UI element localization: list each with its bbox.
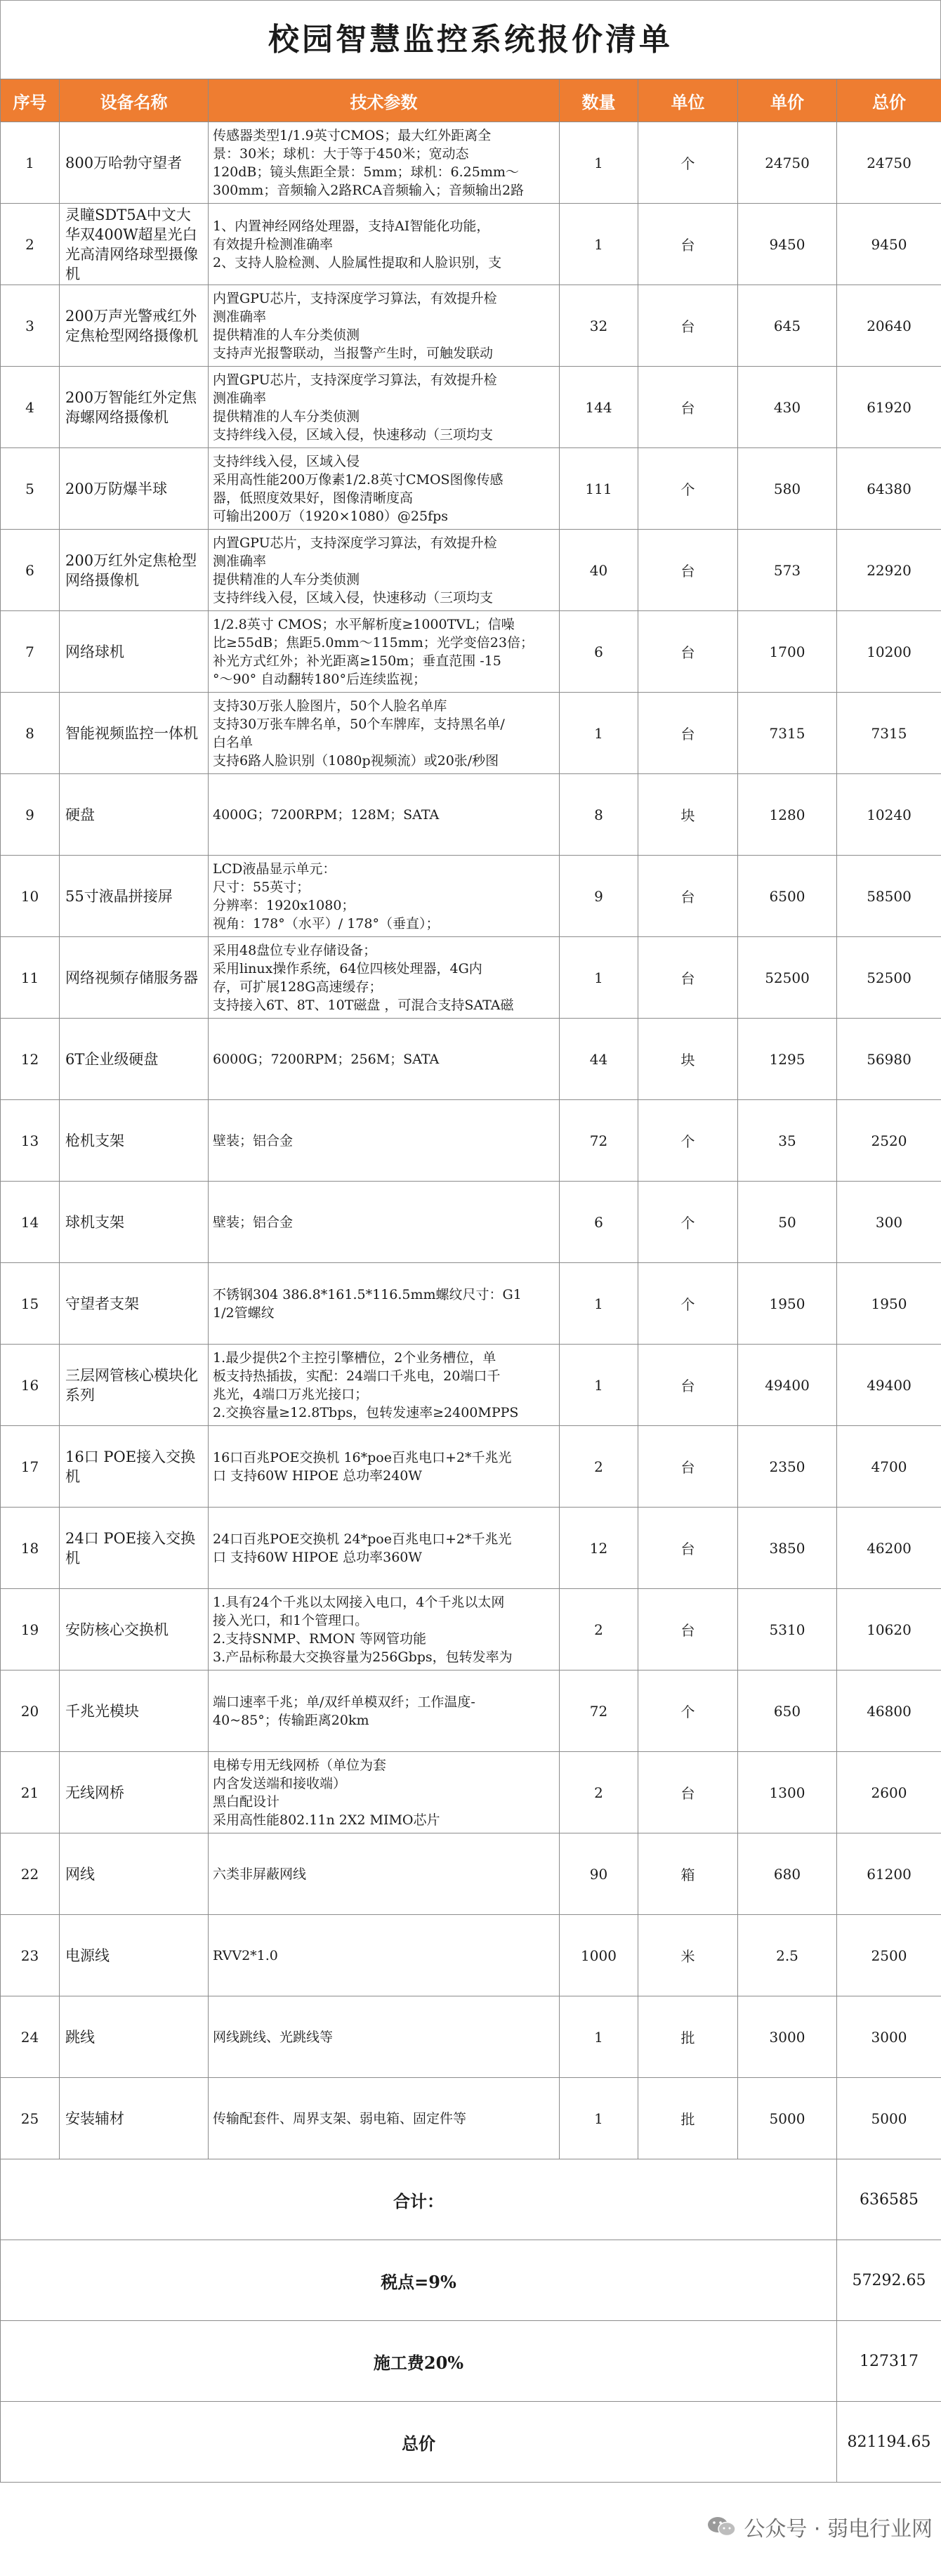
summary-row	[1, 2159, 941, 2240]
row-name: 硬盘	[60, 774, 209, 856]
summary-row	[1, 2321, 941, 2402]
row-spec	[209, 1996, 560, 2078]
table-row	[1, 448, 941, 530]
row-total: 2500	[837, 1915, 941, 1996]
spec-line: 电梯专用无线网桥（单位为套	[213, 1757, 387, 1773]
sheet-title: 校园智慧监控系统报价清单	[0, 0, 941, 79]
row-total: 300	[837, 1182, 941, 1263]
watermark-text: 公众号 · 弱电行业网	[744, 2517, 933, 2542]
row-spec	[209, 1019, 560, 1100]
row-qty: 72	[560, 1100, 638, 1182]
spec-line: 视角：178°（水平）/ 178°（垂直）；	[213, 915, 440, 931]
row-total: 22920	[837, 530, 941, 611]
row-total: 5000	[837, 2078, 941, 2159]
table-row	[1, 1182, 941, 1263]
row-unit: 批	[638, 1996, 738, 2078]
row-price: 52500	[738, 937, 837, 1019]
table-row	[1, 1345, 941, 1426]
header-index: 序号	[1, 79, 60, 122]
row-unit: 批	[638, 2078, 738, 2159]
spec-line: 黑白配设计	[213, 1793, 280, 1810]
row-unit: 台	[638, 1589, 738, 1671]
row-spec	[209, 1263, 560, 1345]
row-unit: 个	[638, 1100, 738, 1182]
spec-line: 壁装；铝合金	[213, 1214, 294, 1230]
row-price: 1280	[738, 774, 837, 856]
spec-line: 采用高性能802.11n 2X2 MIMO芯片	[213, 1812, 440, 1828]
header-price: 单价	[738, 79, 837, 122]
row-spec	[209, 1100, 560, 1182]
row-name: 200万防爆半球	[60, 448, 209, 530]
row-unit: 台	[638, 1508, 738, 1589]
spec-line: 传感器类型1/1.9英寸CMOS；最大红外距离全	[213, 127, 492, 143]
row-index: 11	[1, 937, 60, 1019]
table-row	[1, 611, 941, 693]
row-spec	[209, 1671, 560, 1752]
row-name: 枪机支架	[60, 1100, 209, 1182]
row-index: 19	[1, 1589, 60, 1671]
row-total: 4700	[837, 1426, 941, 1508]
spec-line: 存，可扩展128G高速缓存；	[213, 979, 383, 995]
row-spec	[209, 285, 560, 367]
row-price: 1300	[738, 1752, 837, 1833]
watermark	[707, 2511, 933, 2542]
row-total: 9450	[837, 204, 941, 285]
table-row	[1, 937, 941, 1019]
spec-line: 传输配套件、周界支架、弱电箱、固定件等	[213, 2110, 467, 2126]
row-price: 5000	[738, 2078, 837, 2159]
spec-line: 支持绊线入侵，区域入侵，快速移动（三项均支	[213, 426, 494, 443]
row-index: 7	[1, 611, 60, 693]
row-unit: 个	[638, 1263, 738, 1345]
row-unit: 块	[638, 1019, 738, 1100]
spec-line: 提供精准的人车分类侦测	[213, 571, 360, 587]
row-index: 23	[1, 1915, 60, 1996]
row-unit: 台	[638, 1345, 738, 1426]
spec-line: 不锈钢304 386.8*161.5*116.5mm螺纹尺寸：G1	[213, 1286, 522, 1302]
row-index: 9	[1, 774, 60, 856]
row-qty: 12	[560, 1508, 638, 1589]
spec-line: 支持绊线入侵，区域入侵	[213, 453, 360, 469]
spec-line: 4000G；7200RPM；128M；SATA	[213, 806, 440, 823]
row-total: 3000	[837, 1996, 941, 2078]
row-qty: 1	[560, 1263, 638, 1345]
row-price: 9450	[738, 204, 837, 285]
spec-line: 口 支持60W HIPOE 总功率360W	[213, 1549, 422, 1565]
row-spec	[209, 448, 560, 530]
row-qty: 6	[560, 611, 638, 693]
row-price: 49400	[738, 1345, 837, 1426]
spec-line: 有效提升检测准确率	[213, 236, 334, 252]
spec-line: 板支持热插拔，实配：24端口千兆电，20端口千	[213, 1368, 501, 1384]
table-row	[1, 285, 941, 367]
spec-line: 比≥55dB；焦距5.0mm～115mm；光学变倍23倍；	[213, 634, 534, 650]
row-unit: 台	[638, 611, 738, 693]
row-index: 13	[1, 1100, 60, 1182]
row-price: 6500	[738, 856, 837, 937]
spec-line: 16口百兆POE交换机 16*poe百兆电口+2*千兆光	[213, 1449, 512, 1465]
table-row	[1, 1589, 941, 1671]
summary-value: 636585	[837, 2159, 941, 2240]
row-price: 573	[738, 530, 837, 611]
spec-line: 内置GPU芯片，支持深度学习算法，有效提升检	[213, 535, 497, 551]
table-row	[1, 2078, 941, 2159]
spec-line: 兆光，4端口万兆光接口；	[213, 1386, 369, 1402]
row-spec	[209, 530, 560, 611]
spec-line: 40~85°；传输距离20km	[213, 1712, 369, 1728]
row-qty: 1	[560, 122, 638, 204]
row-total: 20640	[837, 285, 941, 367]
row-qty: 1	[560, 204, 638, 285]
row-unit: 箱	[638, 1833, 738, 1915]
row-price: 2350	[738, 1426, 837, 1508]
row-total: 7315	[837, 693, 941, 774]
row-price: 1295	[738, 1019, 837, 1100]
row-name: 200万红外定焦枪型网络摄像机	[60, 530, 209, 611]
row-unit: 个	[638, 122, 738, 204]
row-index: 10	[1, 856, 60, 937]
row-index: 16	[1, 1345, 60, 1426]
spec-line: 采用高性能200万像素1/2.8英寸CMOS图像传感	[213, 471, 504, 488]
row-price: 50	[738, 1182, 837, 1263]
row-unit: 台	[638, 693, 738, 774]
spec-line: 内含发送端和接收端）	[213, 1775, 347, 1791]
row-name: 守望者支架	[60, 1263, 209, 1345]
spec-line: 分辨率：1920x1080；	[213, 897, 355, 913]
row-name: 电源线	[60, 1915, 209, 1996]
row-price: 650	[738, 1671, 837, 1752]
row-name: 三层网管核心模块化系列	[60, 1345, 209, 1426]
row-qty: 8	[560, 774, 638, 856]
summary-value: 57292.65	[837, 2240, 941, 2321]
header-total: 总价	[837, 79, 941, 122]
row-price: 3850	[738, 1508, 837, 1589]
table-row	[1, 1426, 941, 1508]
spec-line: 尺寸：55英寸；	[213, 879, 310, 895]
row-index: 24	[1, 1996, 60, 2078]
row-spec	[209, 1833, 560, 1915]
row-total: 49400	[837, 1345, 941, 1426]
row-total: 46800	[837, 1671, 941, 1752]
row-name: 智能视频监控一体机	[60, 693, 209, 774]
row-index: 8	[1, 693, 60, 774]
row-spec	[209, 1345, 560, 1426]
row-name: 24口 POE接入交换机	[60, 1508, 209, 1589]
row-name: 网络视频存储服务器	[60, 937, 209, 1019]
row-total: 46200	[837, 1508, 941, 1589]
spec-line: 支持30万张人脸图片，50个人脸名单库	[213, 698, 447, 714]
row-index: 1	[1, 122, 60, 204]
spec-line: 支持接入6T、8T、10T磁盘 ，可混合支持SATA磁	[213, 997, 514, 1013]
spec-line: 内置GPU芯片，支持深度学习算法，有效提升检	[213, 372, 497, 388]
spec-line: 可输出200万（1920×1080）@25fps	[213, 508, 449, 524]
row-index: 4	[1, 367, 60, 448]
row-price: 3000	[738, 1996, 837, 2078]
row-total: 2600	[837, 1752, 941, 1833]
row-unit: 台	[638, 285, 738, 367]
row-unit: 台	[638, 937, 738, 1019]
row-index: 15	[1, 1263, 60, 1345]
row-price: 35	[738, 1100, 837, 1182]
spec-line: 景：30米；球机：大于等于450米；宽动态	[213, 145, 469, 162]
row-spec	[209, 1915, 560, 1996]
row-total: 2520	[837, 1100, 941, 1182]
row-qty: 40	[560, 530, 638, 611]
header-name: 设备名称	[60, 79, 209, 122]
spec-line: 口 支持60W HIPOE 总功率240W	[213, 1467, 422, 1484]
table-row	[1, 693, 941, 774]
row-qty: 32	[560, 285, 638, 367]
spec-line: 1、内置神经网络处理器，支持AI智能化功能，	[213, 218, 490, 234]
spec-line: 24口百兆POE交换机 24*poe百兆电口+2*千兆光	[213, 1531, 512, 1547]
row-total: 52500	[837, 937, 941, 1019]
spec-line: 测准确率	[213, 553, 267, 569]
row-index: 14	[1, 1182, 60, 1263]
row-name: 800万哈勃守望者	[60, 122, 209, 204]
row-unit: 台	[638, 1426, 738, 1508]
row-spec	[209, 856, 560, 937]
row-name: 网络球机	[60, 611, 209, 693]
spec-line: 300mm；音频输入2路RCA音频输入；音频输出2路	[213, 182, 525, 198]
row-spec	[209, 937, 560, 1019]
spec-line: LCD液晶显示单元：	[213, 861, 336, 877]
row-spec	[209, 1752, 560, 1833]
row-name: 灵瞳SDT5A中文大华双400W超星光白光高清网络球型摄像机	[60, 204, 209, 285]
row-index: 25	[1, 2078, 60, 2159]
row-qty: 1	[560, 693, 638, 774]
table-row	[1, 530, 941, 611]
row-name: 跳线	[60, 1996, 209, 2078]
spec-line: 接入光口，和1个管理口。	[213, 1612, 369, 1628]
spec-line: RVV2*1.0	[213, 1947, 278, 1963]
row-name: 网线	[60, 1833, 209, 1915]
row-spec	[209, 204, 560, 285]
row-unit: 个	[638, 448, 738, 530]
row-index: 18	[1, 1508, 60, 1589]
spec-line: 1.最少提供2个主控引擎槽位，2个业务槽位，单	[213, 1349, 496, 1366]
header-qty: 数量	[560, 79, 638, 122]
spec-line: 白名单	[213, 734, 254, 750]
row-qty: 1	[560, 2078, 638, 2159]
header-row	[1, 79, 941, 122]
table-row	[1, 1671, 941, 1752]
row-name: 200万声光警戒红外定焦枪型网络摄像机	[60, 285, 209, 367]
summary-value: 821194.65	[837, 2402, 941, 2483]
row-index: 12	[1, 1019, 60, 1100]
header-spec: 技术参数	[209, 79, 560, 122]
row-name: 球机支架	[60, 1182, 209, 1263]
row-total: 10200	[837, 611, 941, 693]
row-unit: 台	[638, 204, 738, 285]
summary-row	[1, 2240, 941, 2321]
row-price: 24750	[738, 122, 837, 204]
row-qty: 1	[560, 1996, 638, 2078]
spec-line: 支持30万张车牌名单，50个车牌库，支持黑名单/	[213, 716, 505, 732]
row-index: 22	[1, 1833, 60, 1915]
summary-label: 施工费20%	[1, 2321, 837, 2402]
row-total: 1950	[837, 1263, 941, 1345]
row-unit: 米	[638, 1915, 738, 1996]
row-price: 2.5	[738, 1915, 837, 1996]
row-total: 61920	[837, 367, 941, 448]
spec-line: 器，低照度效果好，图像清晰度高	[213, 490, 414, 506]
row-price: 5310	[738, 1589, 837, 1671]
row-price: 1700	[738, 611, 837, 693]
quote-table	[0, 79, 941, 2483]
row-price: 680	[738, 1833, 837, 1915]
row-unit: 台	[638, 856, 738, 937]
table-row	[1, 1508, 941, 1589]
table-body	[1, 122, 941, 2483]
table-row	[1, 1263, 941, 1345]
spec-line: 6000G；7200RPM；256M；SATA	[213, 1051, 440, 1067]
row-name: 55寸液晶拼接屏	[60, 856, 209, 937]
spec-line: 支持绊线入侵，区域入侵，快速移动（三项均支	[213, 589, 494, 606]
row-price: 580	[738, 448, 837, 530]
spec-line: 端口速率千兆；单/双纤单模双纤；工作温度-	[213, 1694, 475, 1710]
row-spec	[209, 122, 560, 204]
row-spec	[209, 1426, 560, 1508]
row-unit: 台	[638, 530, 738, 611]
row-name: 安装辅材	[60, 2078, 209, 2159]
row-name: 安防核心交换机	[60, 1589, 209, 1671]
spec-line: 六类非屏蔽网线	[213, 1866, 307, 1882]
table-row	[1, 367, 941, 448]
spec-line: 1.具有24个千兆以太网接入电口，4个千兆以太网	[213, 1594, 505, 1610]
spec-line: 支持6路人脸识别（1080p视频流）或20张/秒图	[213, 752, 499, 769]
row-qty: 2	[560, 1752, 638, 1833]
summary-label: 税点=9%	[1, 2240, 837, 2321]
spec-line: 提供精准的人车分类侦测	[213, 327, 360, 343]
row-index: 17	[1, 1426, 60, 1508]
row-unit: 个	[638, 1671, 738, 1752]
row-qty: 1	[560, 937, 638, 1019]
row-unit: 台	[638, 1752, 738, 1833]
row-qty: 44	[560, 1019, 638, 1100]
row-name: 16口 POE接入交换机	[60, 1426, 209, 1508]
row-qty: 90	[560, 1833, 638, 1915]
spec-line: 1/2管螺纹	[213, 1305, 275, 1321]
table-row	[1, 856, 941, 937]
row-qty: 2	[560, 1426, 638, 1508]
summary-label: 总价	[1, 2402, 837, 2483]
row-total: 10240	[837, 774, 941, 856]
table-row	[1, 1833, 941, 1915]
row-spec	[209, 1589, 560, 1671]
row-unit: 台	[638, 367, 738, 448]
table-row	[1, 1915, 941, 1996]
row-index: 3	[1, 285, 60, 367]
spec-line: 支持声光报警联动，当报警产生时，可触发联动	[213, 345, 494, 361]
table-row	[1, 204, 941, 285]
spec-line: 3.产品标称最大交换容量为256Gbps，包转发率为	[213, 1649, 513, 1665]
row-qty: 2	[560, 1589, 638, 1671]
spec-line: °～90° 自动翻转180°后连续监视；	[213, 671, 426, 687]
spec-line: 内置GPU芯片，支持深度学习算法，有效提升检	[213, 290, 497, 306]
table-row	[1, 774, 941, 856]
spec-line: 2.支持SNMP、RMON 等网管功能	[213, 1630, 427, 1647]
row-total: 24750	[837, 122, 941, 204]
table-row	[1, 1019, 941, 1100]
row-qty: 1000	[560, 1915, 638, 1996]
row-index: 21	[1, 1752, 60, 1833]
row-price: 7315	[738, 693, 837, 774]
spec-line: 壁装；铝合金	[213, 1132, 294, 1149]
row-total: 61200	[837, 1833, 941, 1915]
row-qty: 9	[560, 856, 638, 937]
row-index: 6	[1, 530, 60, 611]
row-spec	[209, 2078, 560, 2159]
row-total: 56980	[837, 1019, 941, 1100]
spec-line: 测准确率	[213, 390, 267, 406]
row-unit: 个	[638, 1182, 738, 1263]
table-row	[1, 1996, 941, 2078]
row-spec	[209, 774, 560, 856]
row-qty: 6	[560, 1182, 638, 1263]
row-spec	[209, 693, 560, 774]
row-index: 2	[1, 204, 60, 285]
row-name: 无线网桥	[60, 1752, 209, 1833]
spec-line: 1/2.8英寸 CMOS；水平解析度≥1000TVL；信噪	[213, 616, 515, 632]
summary-value: 127317	[837, 2321, 941, 2402]
spec-line: 2.交换容量≥12.8Tbps，包转发速率≥2400MPPS	[213, 1404, 519, 1420]
spec-line: 120dB；镜头焦距全景：5mm；球机：6.25mm～	[213, 164, 519, 180]
row-total: 58500	[837, 856, 941, 937]
row-qty: 72	[560, 1671, 638, 1752]
table-row	[1, 1100, 941, 1182]
spec-line: 补光方式红外；补光距离≥150m；垂直范围 -15	[213, 653, 501, 669]
row-price: 430	[738, 367, 837, 448]
row-spec	[209, 1508, 560, 1589]
row-index: 20	[1, 1671, 60, 1752]
row-total: 10620	[837, 1589, 941, 1671]
row-total: 64380	[837, 448, 941, 530]
row-price: 1950	[738, 1263, 837, 1345]
row-qty: 144	[560, 367, 638, 448]
row-unit: 块	[638, 774, 738, 856]
row-name: 千兆光模块	[60, 1671, 209, 1752]
row-name: 6T企业级硬盘	[60, 1019, 209, 1100]
row-qty: 1	[560, 1345, 638, 1426]
spec-line: 测准确率	[213, 308, 267, 325]
row-spec	[209, 367, 560, 448]
spec-line: 2、支持人脸检测、人脸属性提取和人脸识别，支	[213, 254, 502, 270]
header-unit: 单位	[638, 79, 738, 122]
spec-line: 网线跳线、光跳线等	[213, 2029, 334, 2045]
row-price: 645	[738, 285, 837, 367]
table-row	[1, 122, 941, 204]
summary-row	[1, 2402, 941, 2483]
row-spec	[209, 611, 560, 693]
spec-line: 提供精准的人车分类侦测	[213, 408, 360, 424]
spec-line: 采用48盘位专业存储设备；	[213, 942, 377, 958]
wechat-icon	[707, 2515, 737, 2539]
row-name: 200万智能红外定焦海螺网络摄像机	[60, 367, 209, 448]
spec-line: 采用linux操作系统，64位四核处理器，4G内	[213, 960, 482, 976]
summary-label: 合计：	[1, 2159, 837, 2240]
table-row	[1, 1752, 941, 1833]
row-spec	[209, 1182, 560, 1263]
row-index: 5	[1, 448, 60, 530]
row-qty: 111	[560, 448, 638, 530]
